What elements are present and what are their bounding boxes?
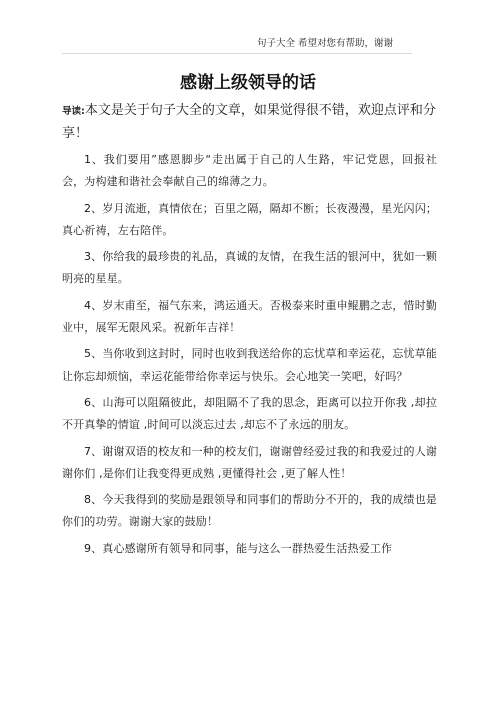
- paragraph-1: 1、我们要用”感恩脚步“走出属于自己的人生路，牢记党恩，回报社会，为构建和谐社会奉献自己的绵薄之力。: [62, 153, 437, 189]
- paragraph-9: 9、真心感谢所有领导和同事，能与这么一群热爱生活热爱工作: [84, 541, 393, 555]
- paragraph-4: 4、岁末甫至，福气东来，鸿运通天。否极泰来时重申鲲鹏之志，惜时勤业中，展军无限风采。祝新年吉祥！: [62, 298, 437, 335]
- lead-label: 导读:: [62, 106, 85, 117]
- paragraph-8: 8、今天我得到的奖励是跟领导和同事们的帮助分不开的，我的成绩也是你们的功劳。谢谢大家的鼓励！: [62, 493, 437, 529]
- header-divider: [62, 53, 412, 54]
- document-body: [62, 100, 437, 560]
- paragraph-6: 6、山海可以阻隔彼此，却阻隔不了我的思念，距离可以拉开你我 ,却拉不开真挚的情谊 ,时间可以淡忘过去 ,却忘不了永远的朋友。: [62, 395, 437, 432]
- paragraph-2: 2、岁月流逝，真情依在；百里之隔，隔却不断；长夜漫漫，星光闪闪；真心祈祷，左右陪伴。: [62, 201, 437, 237]
- paragraph-3: 3、你给我的最珍贵的礼品，真诚的友情，在我生活的银河中，犹如一颗明亮的星星。: [62, 250, 437, 286]
- paragraph-5: 5、当你收到这封时，同时也收到我送给你的忘忧草和幸运花，忘忧草能让你忘却烦恼，幸运花能带给你幸运与快乐。会心地笑一笑吧，好吗？: [62, 347, 437, 383]
- page-header: 句子大全 希望对您有帮助，谢谢: [256, 38, 393, 49]
- paragraph-7: 7、谢谢双语的校友和一种的校友们，谢谢曾经爱过我的和我爱过的人谢谢你们 ,是你们让我变得更成熟 ,更懂得社会 ,更了解人性！: [62, 444, 437, 480]
- lead-text: 本文是关于句子大全的文章，如果觉得很不错，欢迎点评和分享！: [62, 103, 436, 141]
- lead-paragraph: [62, 100, 437, 145]
- document-title: 感谢上级领导的话: [180, 73, 316, 93]
